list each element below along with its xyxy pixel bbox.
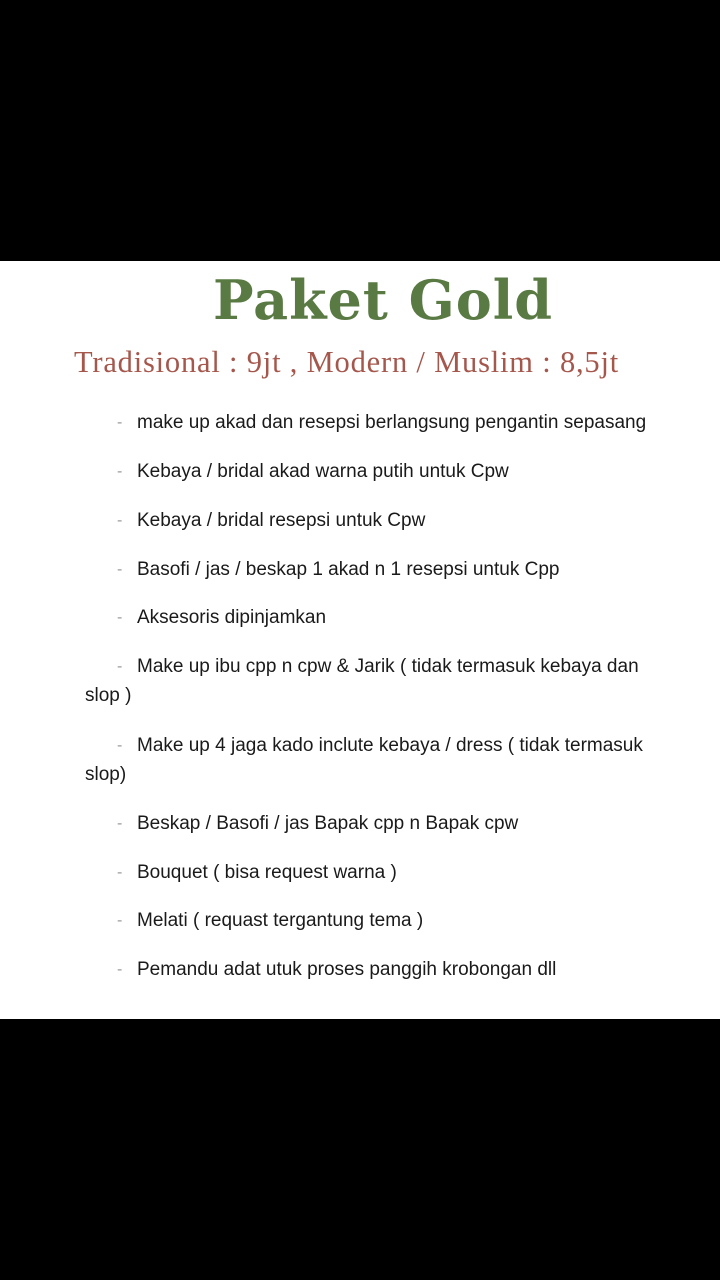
page-title: Paket Gold (212, 268, 554, 332)
item-text: Beskap / Basofi / jas Bapak cpp n Bapak cpw (137, 813, 519, 834)
item-text: Kebaya / bridal akad warna putih untuk Cpw (137, 461, 509, 482)
bullet-dash: - (117, 512, 123, 529)
bullet-dash: - (117, 414, 123, 431)
bullet-dash: - (117, 561, 123, 578)
bullet-dash: - (117, 737, 123, 754)
item-text: Melati ( requast tergantung tema ) (137, 910, 424, 931)
item-text: Make up 4 jaga kado inclute kebaya / dress ( tidak termasuk (137, 735, 643, 756)
item-text: Pemandu adat utuk proses panggih krobongan dll (137, 959, 557, 980)
item-text-continuation: slop) (85, 764, 127, 785)
item-text: Aksesoris dipinjamkan (137, 607, 327, 628)
item-text: Bouquet ( bisa request warna ) (137, 862, 397, 883)
bullet-dash: - (117, 609, 123, 626)
bullet-dash: - (117, 864, 123, 881)
item-text: Kebaya / bridal resepsi untuk Cpw (137, 510, 426, 531)
item-text: make up akad dan resepsi berlangsung pengantin sepasang (137, 412, 647, 433)
price-subtitle: Tradisional : 9jt , Modern / Muslim : 8,5jt (74, 345, 620, 379)
bullet-dash: - (117, 815, 123, 832)
bullet-dash: - (117, 463, 123, 480)
item-text: Make up ibu cpp n cpw & Jarik ( tidak termasuk kebaya dan (137, 656, 639, 677)
bullet-dash: - (117, 912, 123, 929)
bullet-dash: - (117, 658, 123, 675)
item-text-continuation: slop ) (85, 685, 132, 706)
item-text: Basofi / jas / beskap 1 akad n 1 resepsi untuk Cpp (137, 559, 560, 580)
top-letterbox (0, 0, 720, 261)
bottom-letterbox (0, 1019, 720, 1280)
bullet-dash: - (117, 961, 123, 978)
